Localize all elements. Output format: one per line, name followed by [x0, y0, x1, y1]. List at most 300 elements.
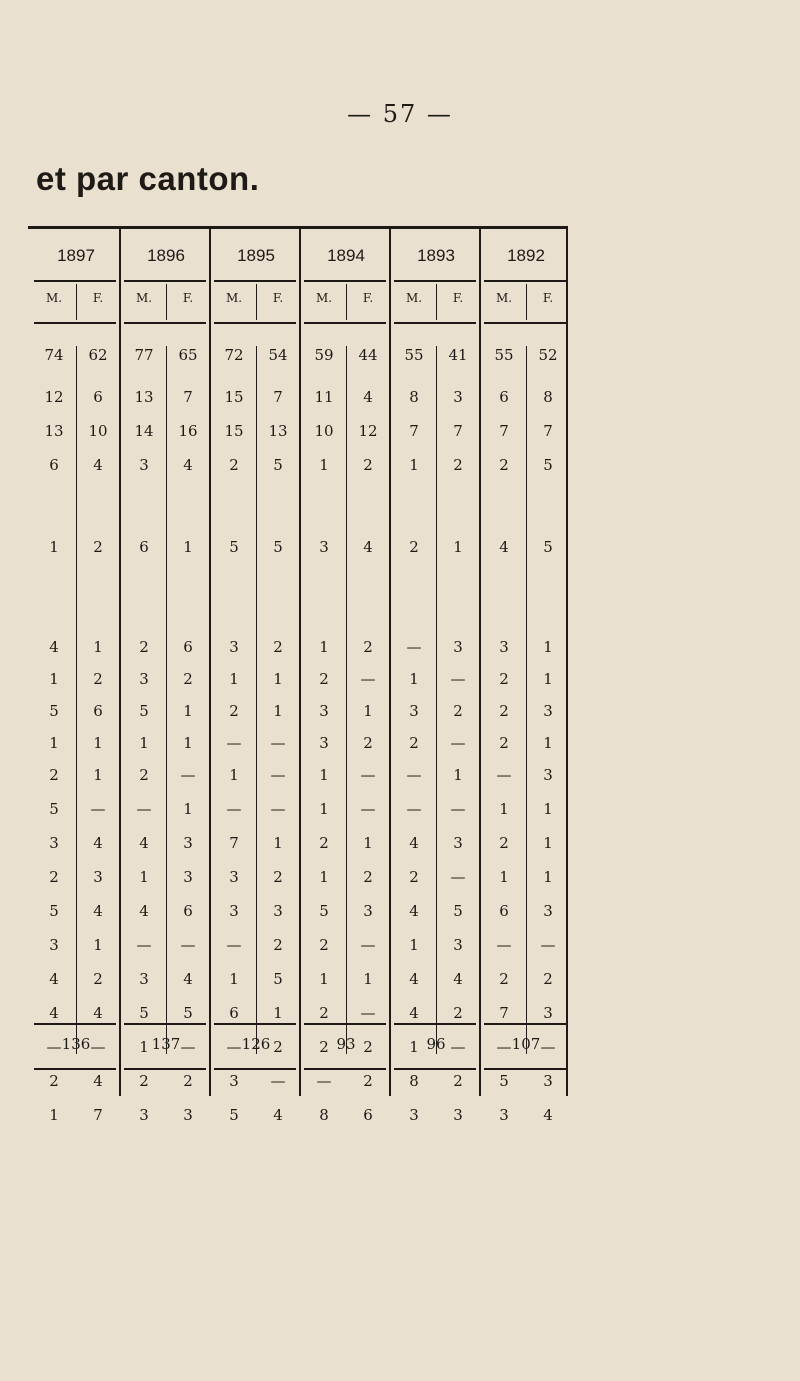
table-cell-f: 1 — [363, 702, 373, 720]
year-header: 1892 — [507, 246, 545, 265]
table-cell-m: 4 — [409, 970, 419, 988]
table-top-rule — [28, 226, 568, 229]
table-cell-f: 2 — [453, 1004, 463, 1022]
table-cell-f: 3 — [273, 902, 283, 920]
table-cell-f: — — [360, 800, 376, 818]
table-cell-m: — — [46, 1038, 62, 1056]
table-cell-m: 1 — [409, 670, 419, 688]
table-cell-f: 2 — [273, 936, 283, 954]
table-cell-m: 3 — [499, 638, 509, 656]
table-cell-f: 1 — [273, 702, 283, 720]
table-cell-m: 1 — [139, 868, 149, 886]
table-cell-m: 3 — [139, 970, 149, 988]
year-underline — [214, 280, 296, 282]
table-cell-f: 2 — [543, 970, 553, 988]
table-cell-m: 3 — [229, 902, 239, 920]
table-cell-f: 4 — [93, 1004, 103, 1022]
table-cell-f: 1 — [93, 638, 103, 656]
table-cell-m: 8 — [319, 1106, 329, 1124]
table-cell-m: 2 — [49, 868, 59, 886]
table-cell-m: 6 — [49, 456, 59, 474]
table-cell-f: — — [270, 1072, 286, 1090]
table-cell-m: 2 — [319, 936, 329, 954]
table-cell-f: 13 — [268, 422, 288, 440]
table-cell-m: 6 — [229, 1004, 239, 1022]
table-cell-m: — — [316, 1072, 332, 1090]
table-cell-m: 2 — [229, 456, 239, 474]
table-cell-f: 1 — [183, 702, 193, 720]
table-cell-m: 59 — [314, 346, 334, 364]
table-cell-f: 7 — [273, 388, 283, 406]
table-cell-m: 7 — [499, 422, 509, 440]
table-cell-m: 2 — [499, 702, 509, 720]
table-cell-f: — — [450, 1038, 466, 1056]
table-cell-f: 12 — [358, 422, 378, 440]
table-right-edge — [566, 226, 568, 1096]
sex-underline — [124, 322, 206, 324]
year-header: 1895 — [237, 246, 275, 265]
table-cell-f: 2 — [183, 1072, 193, 1090]
table-cell-m: — — [406, 766, 422, 784]
table-cell-f: 7 — [453, 422, 463, 440]
sex-underline — [394, 322, 476, 324]
table-cell-m: 3 — [229, 638, 239, 656]
table-cell-f: 2 — [93, 538, 103, 556]
table-cell-m: 2 — [139, 1072, 149, 1090]
table-cell-f: 4 — [183, 970, 193, 988]
table-cell-f: 3 — [543, 1004, 553, 1022]
table-cell-f: 1 — [93, 766, 103, 784]
table-cell-f: 5 — [543, 538, 553, 556]
table-cell-f: — — [360, 766, 376, 784]
sex-label-f: F. — [542, 291, 554, 305]
table-cell-f: 1 — [183, 800, 193, 818]
table-cell-f: 44 — [358, 346, 378, 364]
table-cell-f: 2 — [453, 1072, 463, 1090]
sex-underline — [214, 322, 296, 324]
table-cell-f: 7 — [183, 388, 193, 406]
table-cell-m: 4 — [49, 638, 59, 656]
table-cell-m: 2 — [229, 702, 239, 720]
table-cell-m: 1 — [139, 1038, 149, 1056]
total-underline — [34, 1068, 116, 1070]
table-cell-m: 2 — [49, 766, 59, 784]
table-cell-m: — — [226, 734, 242, 752]
table-cell-m: — — [496, 1038, 512, 1056]
table-cell-f: 3 — [453, 388, 463, 406]
group-divider — [119, 226, 121, 1096]
sex-divider — [346, 284, 347, 320]
table-cell-m: 2 — [409, 538, 419, 556]
group-divider — [299, 226, 301, 1096]
table-cell-f: 4 — [453, 970, 463, 988]
table-cell-m: 3 — [49, 834, 59, 852]
table-cell-f: 3 — [183, 834, 193, 852]
year-underline — [124, 280, 206, 282]
table-cell-f: 5 — [453, 902, 463, 920]
table-cell-f: 8 — [543, 388, 553, 406]
table-cell-m: 3 — [229, 1072, 239, 1090]
sex-divider — [76, 284, 77, 320]
table-cell-f: — — [360, 670, 376, 688]
table-cell-f: 2 — [363, 1072, 373, 1090]
table-cell-m: 2 — [319, 834, 329, 852]
table-cell-f: 3 — [453, 638, 463, 656]
table-cell-m: 3 — [229, 868, 239, 886]
table-cell-m: 1 — [409, 1038, 419, 1056]
table-cell-m: 1 — [49, 1106, 59, 1124]
table-cell-m: 5 — [499, 1072, 509, 1090]
table-cell-f: 2 — [273, 1038, 283, 1056]
table-cell-f: 2 — [363, 1038, 373, 1056]
table-cell-m: 1 — [49, 734, 59, 752]
table-cell-f: 6 — [183, 902, 193, 920]
total-value: 93 — [336, 1035, 356, 1053]
table-cell-m: — — [406, 638, 422, 656]
table-cell-m: 15 — [224, 388, 244, 406]
table-cell-f: 5 — [273, 970, 283, 988]
table-cell-m: 1 — [319, 638, 329, 656]
table-cell-f: 3 — [543, 1072, 553, 1090]
year-underline — [34, 280, 116, 282]
table-cell-m: 3 — [409, 1106, 419, 1124]
table-cell-f: 4 — [93, 1072, 103, 1090]
table-cell-f: 4 — [93, 834, 103, 852]
year-header: 1893 — [417, 246, 455, 265]
table-cell-f: 4 — [93, 902, 103, 920]
sex-label-m: M. — [45, 291, 63, 305]
table-cell-m: 2 — [319, 1004, 329, 1022]
table-cell-m: — — [406, 800, 422, 818]
total-rule — [34, 1023, 116, 1025]
table-cell-m: 10 — [314, 422, 334, 440]
table-cell-m: 1 — [319, 970, 329, 988]
table-cell-m: 1 — [139, 734, 149, 752]
table-cell-m: — — [226, 800, 242, 818]
table-cell-m: — — [226, 936, 242, 954]
table-cell-f: — — [540, 936, 556, 954]
table-cell-f: 3 — [543, 702, 553, 720]
sex-divider — [256, 284, 257, 320]
table-cell-f: 1 — [273, 834, 283, 852]
table-cell-m: — — [136, 800, 152, 818]
table-cell-m: 72 — [224, 346, 244, 364]
page-number: — 57 — — [347, 100, 453, 128]
table-cell-f: 2 — [363, 868, 373, 886]
table-cell-f: 6 — [93, 702, 103, 720]
table-cell-m: — — [496, 936, 512, 954]
table-cell-f: 2 — [363, 456, 373, 474]
table-cell-f: 5 — [273, 456, 283, 474]
table-cell-f: 1 — [183, 538, 193, 556]
table-cell-f: 62 — [88, 346, 108, 364]
table-cell-f: — — [270, 734, 286, 752]
table-cell-m: 8 — [409, 1072, 419, 1090]
table-cell-m: 1 — [319, 766, 329, 784]
table-cell-m: 2 — [319, 1038, 329, 1056]
table-cell-f: — — [90, 1038, 106, 1056]
statistics-table — [28, 226, 568, 1124]
table-cell-m: 6 — [139, 538, 149, 556]
year-header: 1896 — [147, 246, 185, 265]
table-cell-f: 7 — [543, 422, 553, 440]
table-cell-f: 4 — [363, 538, 373, 556]
table-cell-f: 1 — [543, 734, 553, 752]
table-cell-f: 2 — [363, 638, 373, 656]
total-rule — [124, 1023, 206, 1025]
table-cell-f: 1 — [93, 936, 103, 954]
total-rule — [304, 1023, 386, 1025]
year-underline — [304, 280, 386, 282]
table-cell-f: 54 — [268, 346, 288, 364]
table-cell-m: 1 — [319, 868, 329, 886]
table-cell-f: 2 — [93, 970, 103, 988]
table-cell-m: 1 — [49, 670, 59, 688]
table-cell-m: 1 — [499, 800, 509, 818]
table-cell-m: 2 — [499, 834, 509, 852]
table-cell-m: 2 — [409, 734, 419, 752]
sex-underline — [484, 322, 566, 324]
table-cell-f: 6 — [363, 1106, 373, 1124]
table-cell-f: — — [270, 766, 286, 784]
table-cell-m: 5 — [229, 538, 239, 556]
total-value: 107 — [511, 1035, 541, 1053]
table-cell-m: 5 — [49, 902, 59, 920]
table-cell-f: — — [90, 800, 106, 818]
table-cell-m: 3 — [139, 1106, 149, 1124]
table-cell-f: 65 — [178, 346, 198, 364]
table-cell-m: 1 — [49, 538, 59, 556]
table-cell-m: 3 — [319, 702, 329, 720]
table-cell-f: 5 — [183, 1004, 193, 1022]
table-cell-f: 1 — [93, 734, 103, 752]
table-cell-f: 1 — [543, 834, 553, 852]
sex-label-m: M. — [495, 291, 513, 305]
table-cell-m: 4 — [409, 834, 419, 852]
table-cell-m: 4 — [139, 834, 149, 852]
total-value: 126 — [241, 1035, 271, 1053]
total-value: 96 — [426, 1035, 446, 1053]
year-underline — [484, 280, 566, 282]
table-cell-m: 1 — [229, 970, 239, 988]
year-header: 1897 — [57, 246, 95, 265]
table-cell-f: 1 — [363, 834, 373, 852]
sex-label-m: M. — [225, 291, 243, 305]
sex-divider — [436, 284, 437, 320]
table-cell-m: 5 — [49, 800, 59, 818]
table-cell-m: 5 — [229, 1106, 239, 1124]
table-cell-m: 12 — [44, 388, 64, 406]
table-cell-f: 4 — [273, 1106, 283, 1124]
table-cell-m: 2 — [139, 766, 149, 784]
table-cell-m: 4 — [409, 902, 419, 920]
table-cell-f: 3 — [183, 1106, 193, 1124]
total-underline — [484, 1068, 566, 1070]
table-cell-f: 52 — [538, 346, 558, 364]
table-cell-f: 2 — [363, 734, 373, 752]
table-cell-f: 6 — [183, 638, 193, 656]
table-cell-m: 1 — [319, 800, 329, 818]
sex-underline — [34, 322, 116, 324]
sex-label-f: F. — [272, 291, 284, 305]
table-cell-m: 6 — [499, 388, 509, 406]
table-cell-m: 3 — [319, 538, 329, 556]
table-cell-f: — — [360, 936, 376, 954]
table-cell-m: 3 — [139, 456, 149, 474]
sex-label-f: F. — [452, 291, 464, 305]
table-cell-f: — — [450, 800, 466, 818]
table-cell-f: — — [450, 868, 466, 886]
table-cell-f: 1 — [543, 638, 553, 656]
table-cell-f: 2 — [453, 702, 463, 720]
total-rule — [484, 1023, 566, 1025]
table-cell-f: — — [450, 734, 466, 752]
table-cell-m: 4 — [499, 538, 509, 556]
table-cell-m: 3 — [319, 734, 329, 752]
table-cell-f: 3 — [543, 902, 553, 920]
table-cell-f: — — [360, 1004, 376, 1022]
table-cell-f: 3 — [453, 936, 463, 954]
sex-label-m: M. — [315, 291, 333, 305]
table-cell-m: 5 — [319, 902, 329, 920]
group-divider — [389, 226, 391, 1096]
sex-label-f: F. — [362, 291, 374, 305]
table-cell-f: — — [180, 936, 196, 954]
table-cell-m: 7 — [499, 1004, 509, 1022]
table-cell-f: — — [450, 670, 466, 688]
table-cell-m: 1 — [229, 670, 239, 688]
table-cell-f: 2 — [93, 670, 103, 688]
table-cell-f: 1 — [363, 970, 373, 988]
table-cell-f: 4 — [183, 456, 193, 474]
table-cell-f: 1 — [273, 670, 283, 688]
table-cell-m: 3 — [139, 670, 149, 688]
table-cell-f: 3 — [93, 868, 103, 886]
table-cell-m: — — [226, 1038, 242, 1056]
table-cell-m: 1 — [409, 456, 419, 474]
table-cell-f: 16 — [178, 422, 198, 440]
table-cell-f: 1 — [273, 1004, 283, 1022]
table-cell-m: 1 — [409, 936, 419, 954]
table-cell-f: 3 — [543, 766, 553, 784]
table-cell-m: 2 — [409, 868, 419, 886]
sex-divider — [526, 284, 527, 320]
table-cell-f: 4 — [543, 1106, 553, 1124]
year-header: 1894 — [327, 246, 365, 265]
table-cell-m: 4 — [139, 902, 149, 920]
table-cell-m: 5 — [49, 702, 59, 720]
table-cell-m: 4 — [49, 1004, 59, 1022]
table-cell-m: 2 — [499, 734, 509, 752]
table-cell-f: 3 — [183, 868, 193, 886]
table-cell-f: — — [180, 1038, 196, 1056]
table-cell-m: 3 — [409, 702, 419, 720]
table-cell-m: 1 — [229, 766, 239, 784]
table-cell-m: 74 — [44, 346, 64, 364]
table-cell-m: 15 — [224, 422, 244, 440]
total-value: 137 — [151, 1035, 181, 1053]
table-cell-f: — — [270, 800, 286, 818]
table-cell-f: 1 — [183, 734, 193, 752]
table-cell-f: 3 — [453, 834, 463, 852]
table-cell-f: 1 — [543, 670, 553, 688]
table-cell-f: 41 — [448, 346, 468, 364]
total-underline — [304, 1068, 386, 1070]
table-cell-m: 7 — [229, 834, 239, 852]
table-cell-m: — — [136, 936, 152, 954]
table-cell-m: 4 — [409, 1004, 419, 1022]
table-cell-f: 5 — [543, 456, 553, 474]
table-cell-m: 3 — [49, 936, 59, 954]
table-cell-f: 1 — [453, 766, 463, 784]
table-cell-m: 6 — [499, 902, 509, 920]
total-underline — [214, 1068, 296, 1070]
total-underline — [124, 1068, 206, 1070]
table-cell-f: 2 — [273, 868, 283, 886]
table-cell-f: 4 — [93, 456, 103, 474]
table-cell-m: 11 — [314, 388, 334, 406]
table-cell-m: 2 — [499, 456, 509, 474]
table-cell-m: 8 — [409, 388, 419, 406]
sex-label-f: F. — [182, 291, 194, 305]
total-underline — [394, 1068, 476, 1070]
table-cell-f: 4 — [363, 388, 373, 406]
table-cell-m: 13 — [134, 388, 154, 406]
table-cell-m: 13 — [44, 422, 64, 440]
table-cell-f: 3 — [363, 902, 373, 920]
group-divider — [479, 226, 481, 1096]
page-heading: et par canton. — [36, 160, 260, 197]
table-cell-f: — — [180, 766, 196, 784]
table-cell-f: 2 — [453, 456, 463, 474]
table-cell-m: 55 — [404, 346, 424, 364]
sex-label-f: F. — [92, 291, 104, 305]
table-cell-f: 5 — [273, 538, 283, 556]
table-cell-m: 2 — [499, 670, 509, 688]
total-value: 136 — [61, 1035, 91, 1053]
table-cell-f: 1 — [543, 868, 553, 886]
table-cell-m: 5 — [139, 702, 149, 720]
table-cell-m: 2 — [499, 970, 509, 988]
table-cell-m: 3 — [499, 1106, 509, 1124]
sex-divider — [166, 284, 167, 320]
table-cell-f: 1 — [543, 800, 553, 818]
table-cell-m: 2 — [139, 638, 149, 656]
table-cell-f: 1 — [453, 538, 463, 556]
table-cell-m: 2 — [319, 670, 329, 688]
table-cell-m: 1 — [319, 456, 329, 474]
total-rule — [394, 1023, 476, 1025]
table-cell-m: 5 — [139, 1004, 149, 1022]
table-cell-f: 3 — [453, 1106, 463, 1124]
table-cell-m: 55 — [494, 346, 514, 364]
table-cell-m: 2 — [49, 1072, 59, 1090]
table-cell-m: — — [496, 766, 512, 784]
table-cell-m: 7 — [409, 422, 419, 440]
table-cell-m: 14 — [134, 422, 154, 440]
table-cell-f: 7 — [93, 1106, 103, 1124]
year-underline — [394, 280, 476, 282]
table-cell-m: 77 — [134, 346, 154, 364]
table-cell-m: 1 — [499, 868, 509, 886]
sex-label-m: M. — [135, 291, 153, 305]
table-cell-f: 10 — [88, 422, 108, 440]
table-cell-f: 2 — [183, 670, 193, 688]
table-cell-f: — — [540, 1038, 556, 1056]
sex-underline — [304, 322, 386, 324]
sex-label-m: M. — [405, 291, 423, 305]
table-cell-m: 4 — [49, 970, 59, 988]
